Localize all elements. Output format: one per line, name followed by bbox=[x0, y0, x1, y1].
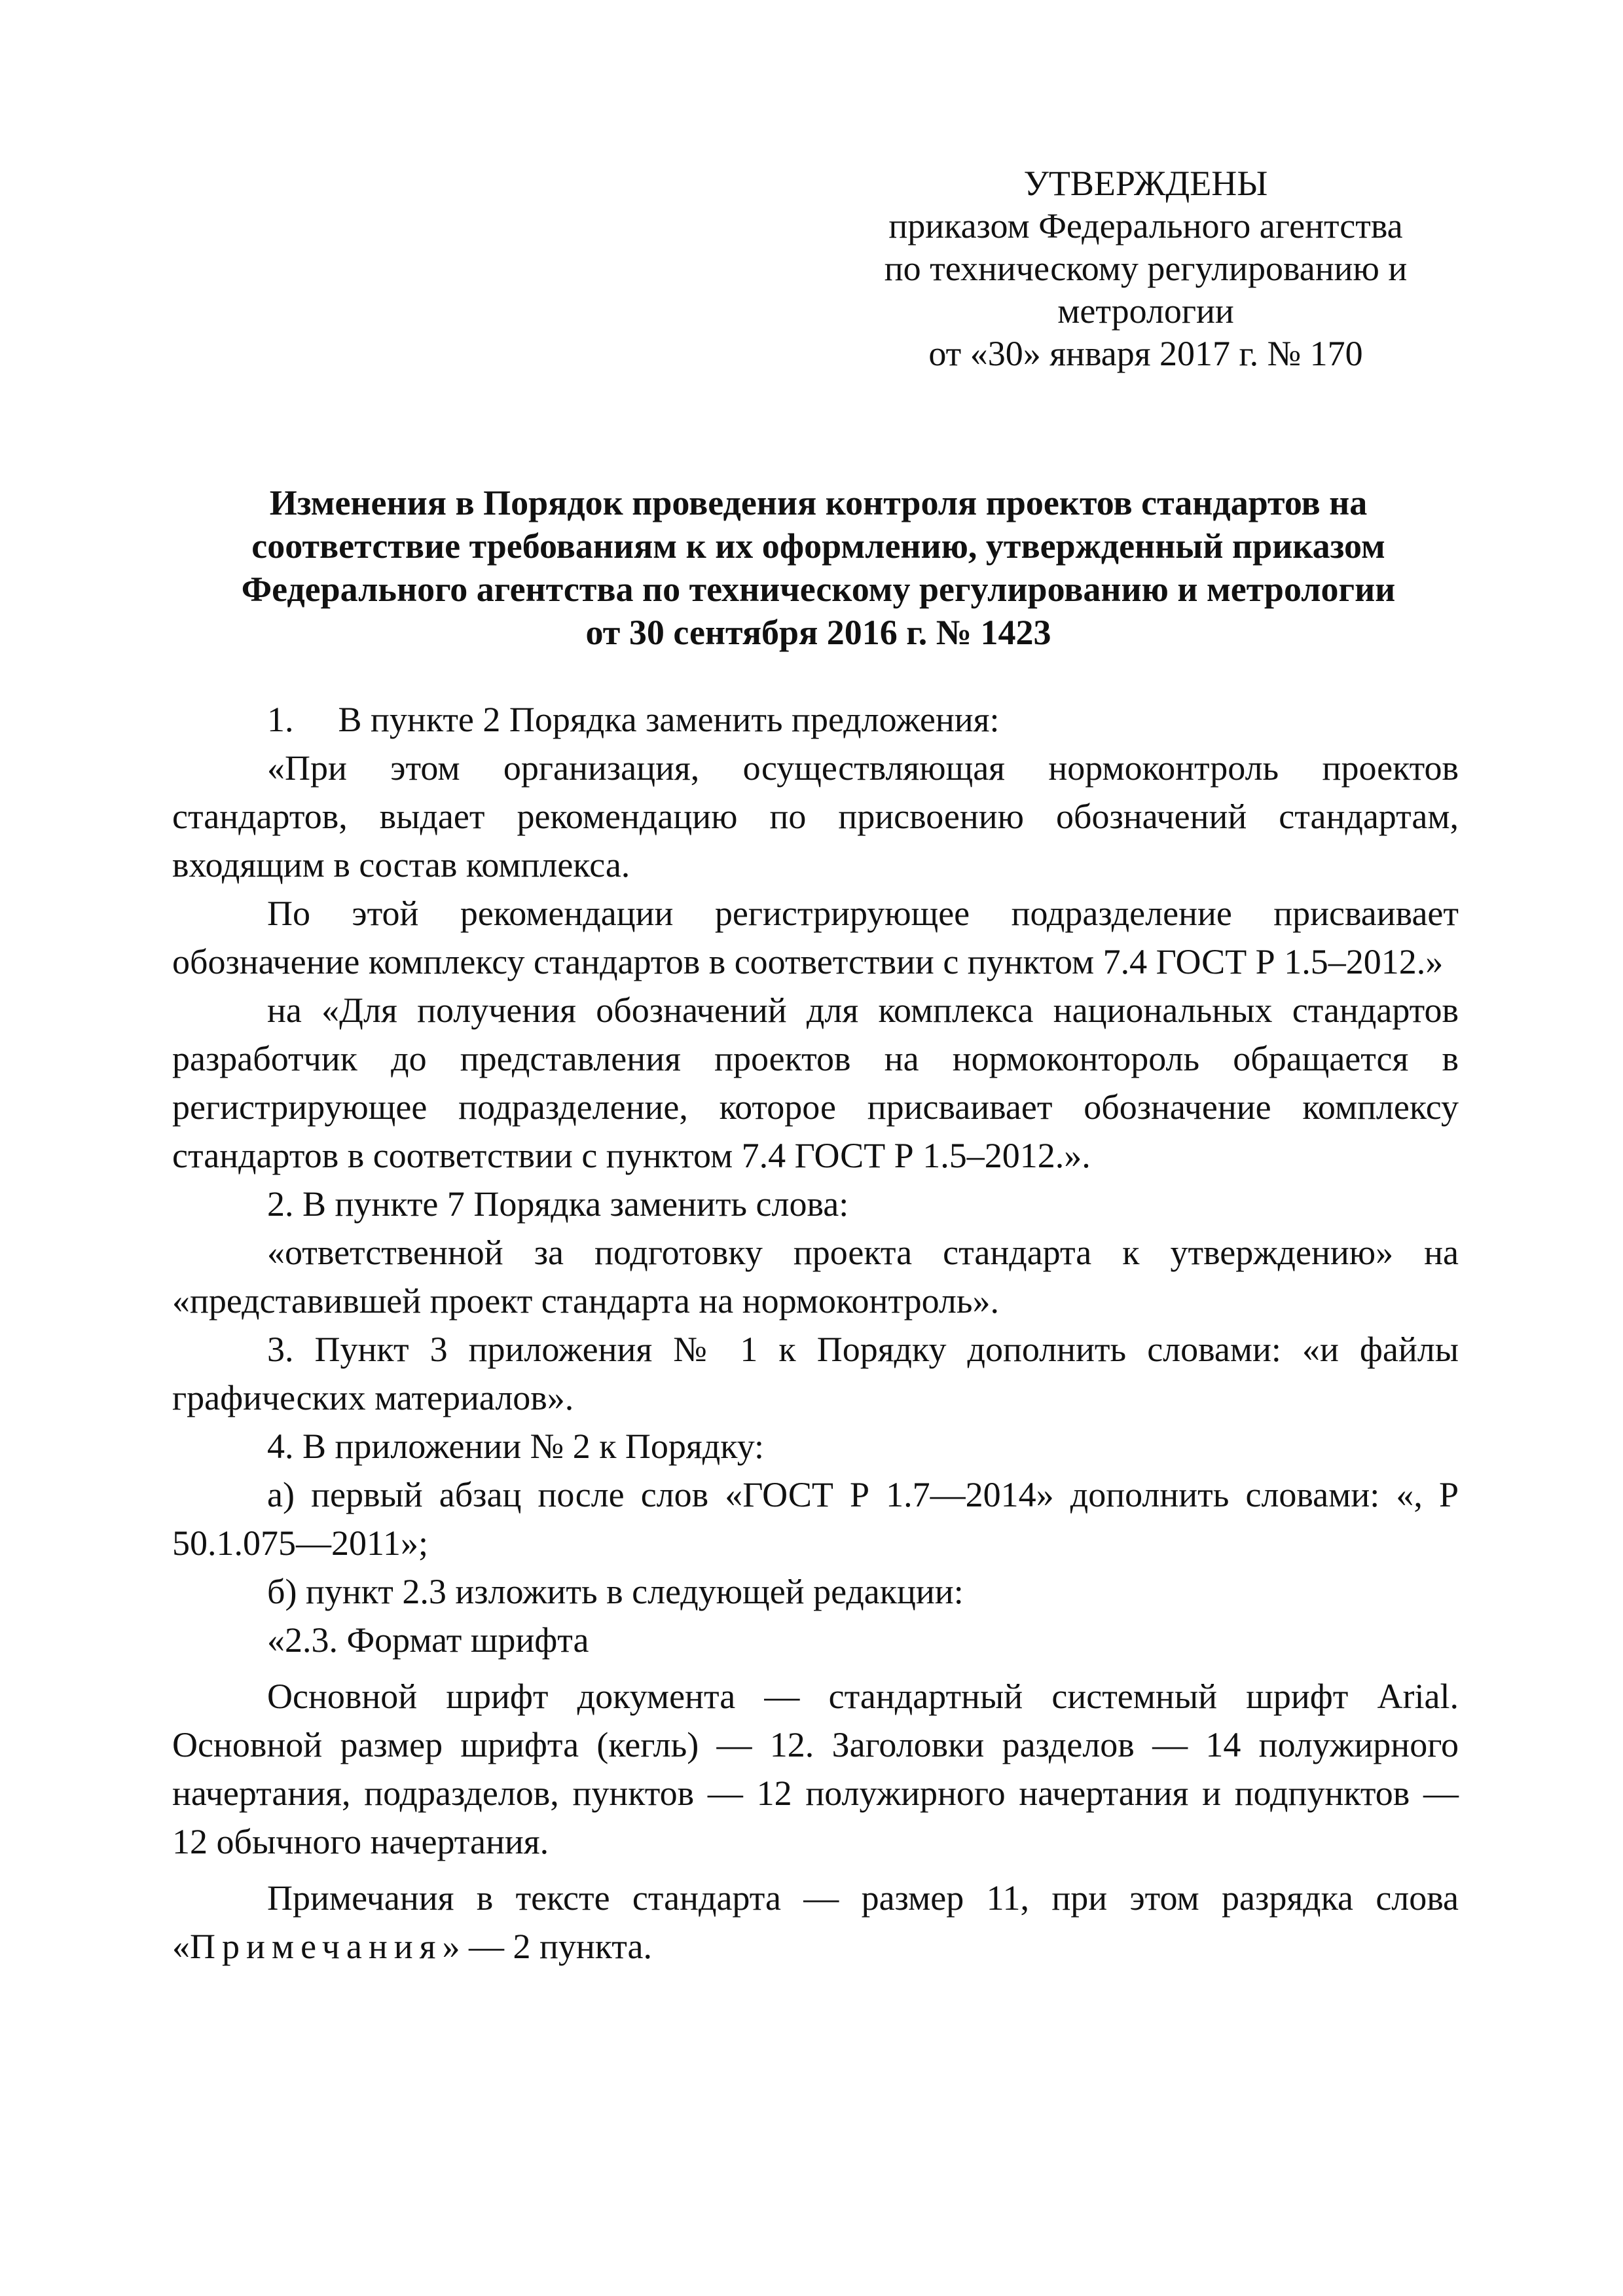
document-title bbox=[164, 481, 1473, 654]
item-4b: б) пункт 2.3 изложить в следующей редакции: bbox=[267, 1572, 964, 1611]
item-4b-heading: «2.3. Формат шрифта bbox=[267, 1620, 589, 1660]
item-1 bbox=[172, 695, 1459, 744]
notes-text-start: Примечания в тексте стандарта — размер 11, при этом разрядка слова « bbox=[172, 1878, 1459, 1966]
title-line: от 30 сентября 2016 г. № 1423 bbox=[585, 613, 1051, 652]
title-line: Федерального агентства по техническому регулированию и метрологии bbox=[241, 570, 1396, 609]
approval-line: приказом Федерального агентства bbox=[888, 206, 1403, 246]
notes-text-end: » — 2 пункта. bbox=[442, 1927, 652, 1966]
quote-paragraph-2: По этой рекомендации регистрирующее подразделение присваивает обозначение комплексу стандартов в соответствии с пунктом 7.4 ГОСТ Р 1.5–2012.» bbox=[172, 894, 1459, 981]
quote-paragraph-3: на «Для получения обозначений для комплекса национальных стандартов разработчик до представления проектов на нормоконтороль обращается в регистрирующее подразделение, которое присваивает обозначение комплексу стандартов в соответствии с пунктом 7.4 ГОСТ Р 1.5–2012.». bbox=[172, 991, 1459, 1175]
item-4a: а) первый абзац после слов «ГОСТ Р 1.7—2014» дополнить словами: «, Р 50.1.075—2011»; bbox=[172, 1475, 1459, 1563]
approval-heading: УТВЕРЖДЕНЫ bbox=[1023, 164, 1268, 203]
quote-paragraph-1: «При этом организация, осуществляющая нормоконтроль проектов стандартов, выдает рекомендацию по присвоению обозначений стандартам, входящим в состав комплекса. bbox=[172, 748, 1459, 884]
item-1-number: 1. bbox=[267, 700, 294, 739]
title-line: Изменения в Порядок проведения контроля проектов стандартов на bbox=[269, 483, 1368, 522]
document-body bbox=[172, 695, 1459, 1971]
approval-line: метрологии bbox=[1057, 291, 1234, 331]
item-3: 3. Пункт 3 приложения № 1 к Порядку дополнить словами: «и файлы графических материалов». bbox=[172, 1330, 1459, 1417]
item-2: 2. В пункте 7 Порядка заменить слова: bbox=[267, 1184, 849, 1224]
title-line: соответствие требованиям к их оформлению, утвержденный приказом bbox=[251, 526, 1385, 566]
item-1-text: В пункте 2 Порядка заменить предложения: bbox=[338, 700, 1000, 739]
approval-line: по техническому регулированию и bbox=[884, 249, 1408, 288]
item-2-text: «ответственной за подготовку проекта стандарта к утверждению» на «представившей проект стандарта на нормоконтроль». bbox=[172, 1233, 1459, 1321]
font-paragraph: Основной шрифт документа — стандартный системный шрифт Arial. Основной размер шрифта (кегль) — 12. Заголовки разделов — 14 полужирного начертания, подразделов, пунктов — 12 полужирного начертания и подпунктов — 12 обычного начертания. bbox=[172, 1677, 1459, 1861]
notes-spaced-word: Примечания bbox=[190, 1927, 443, 1966]
notes-paragraph bbox=[172, 1874, 1459, 1971]
item-4: 4. В приложении № 2 к Порядку: bbox=[267, 1427, 765, 1466]
approval-block bbox=[851, 162, 1440, 375]
approval-date-line: от «30» января 2017 г. № 170 bbox=[928, 334, 1363, 373]
